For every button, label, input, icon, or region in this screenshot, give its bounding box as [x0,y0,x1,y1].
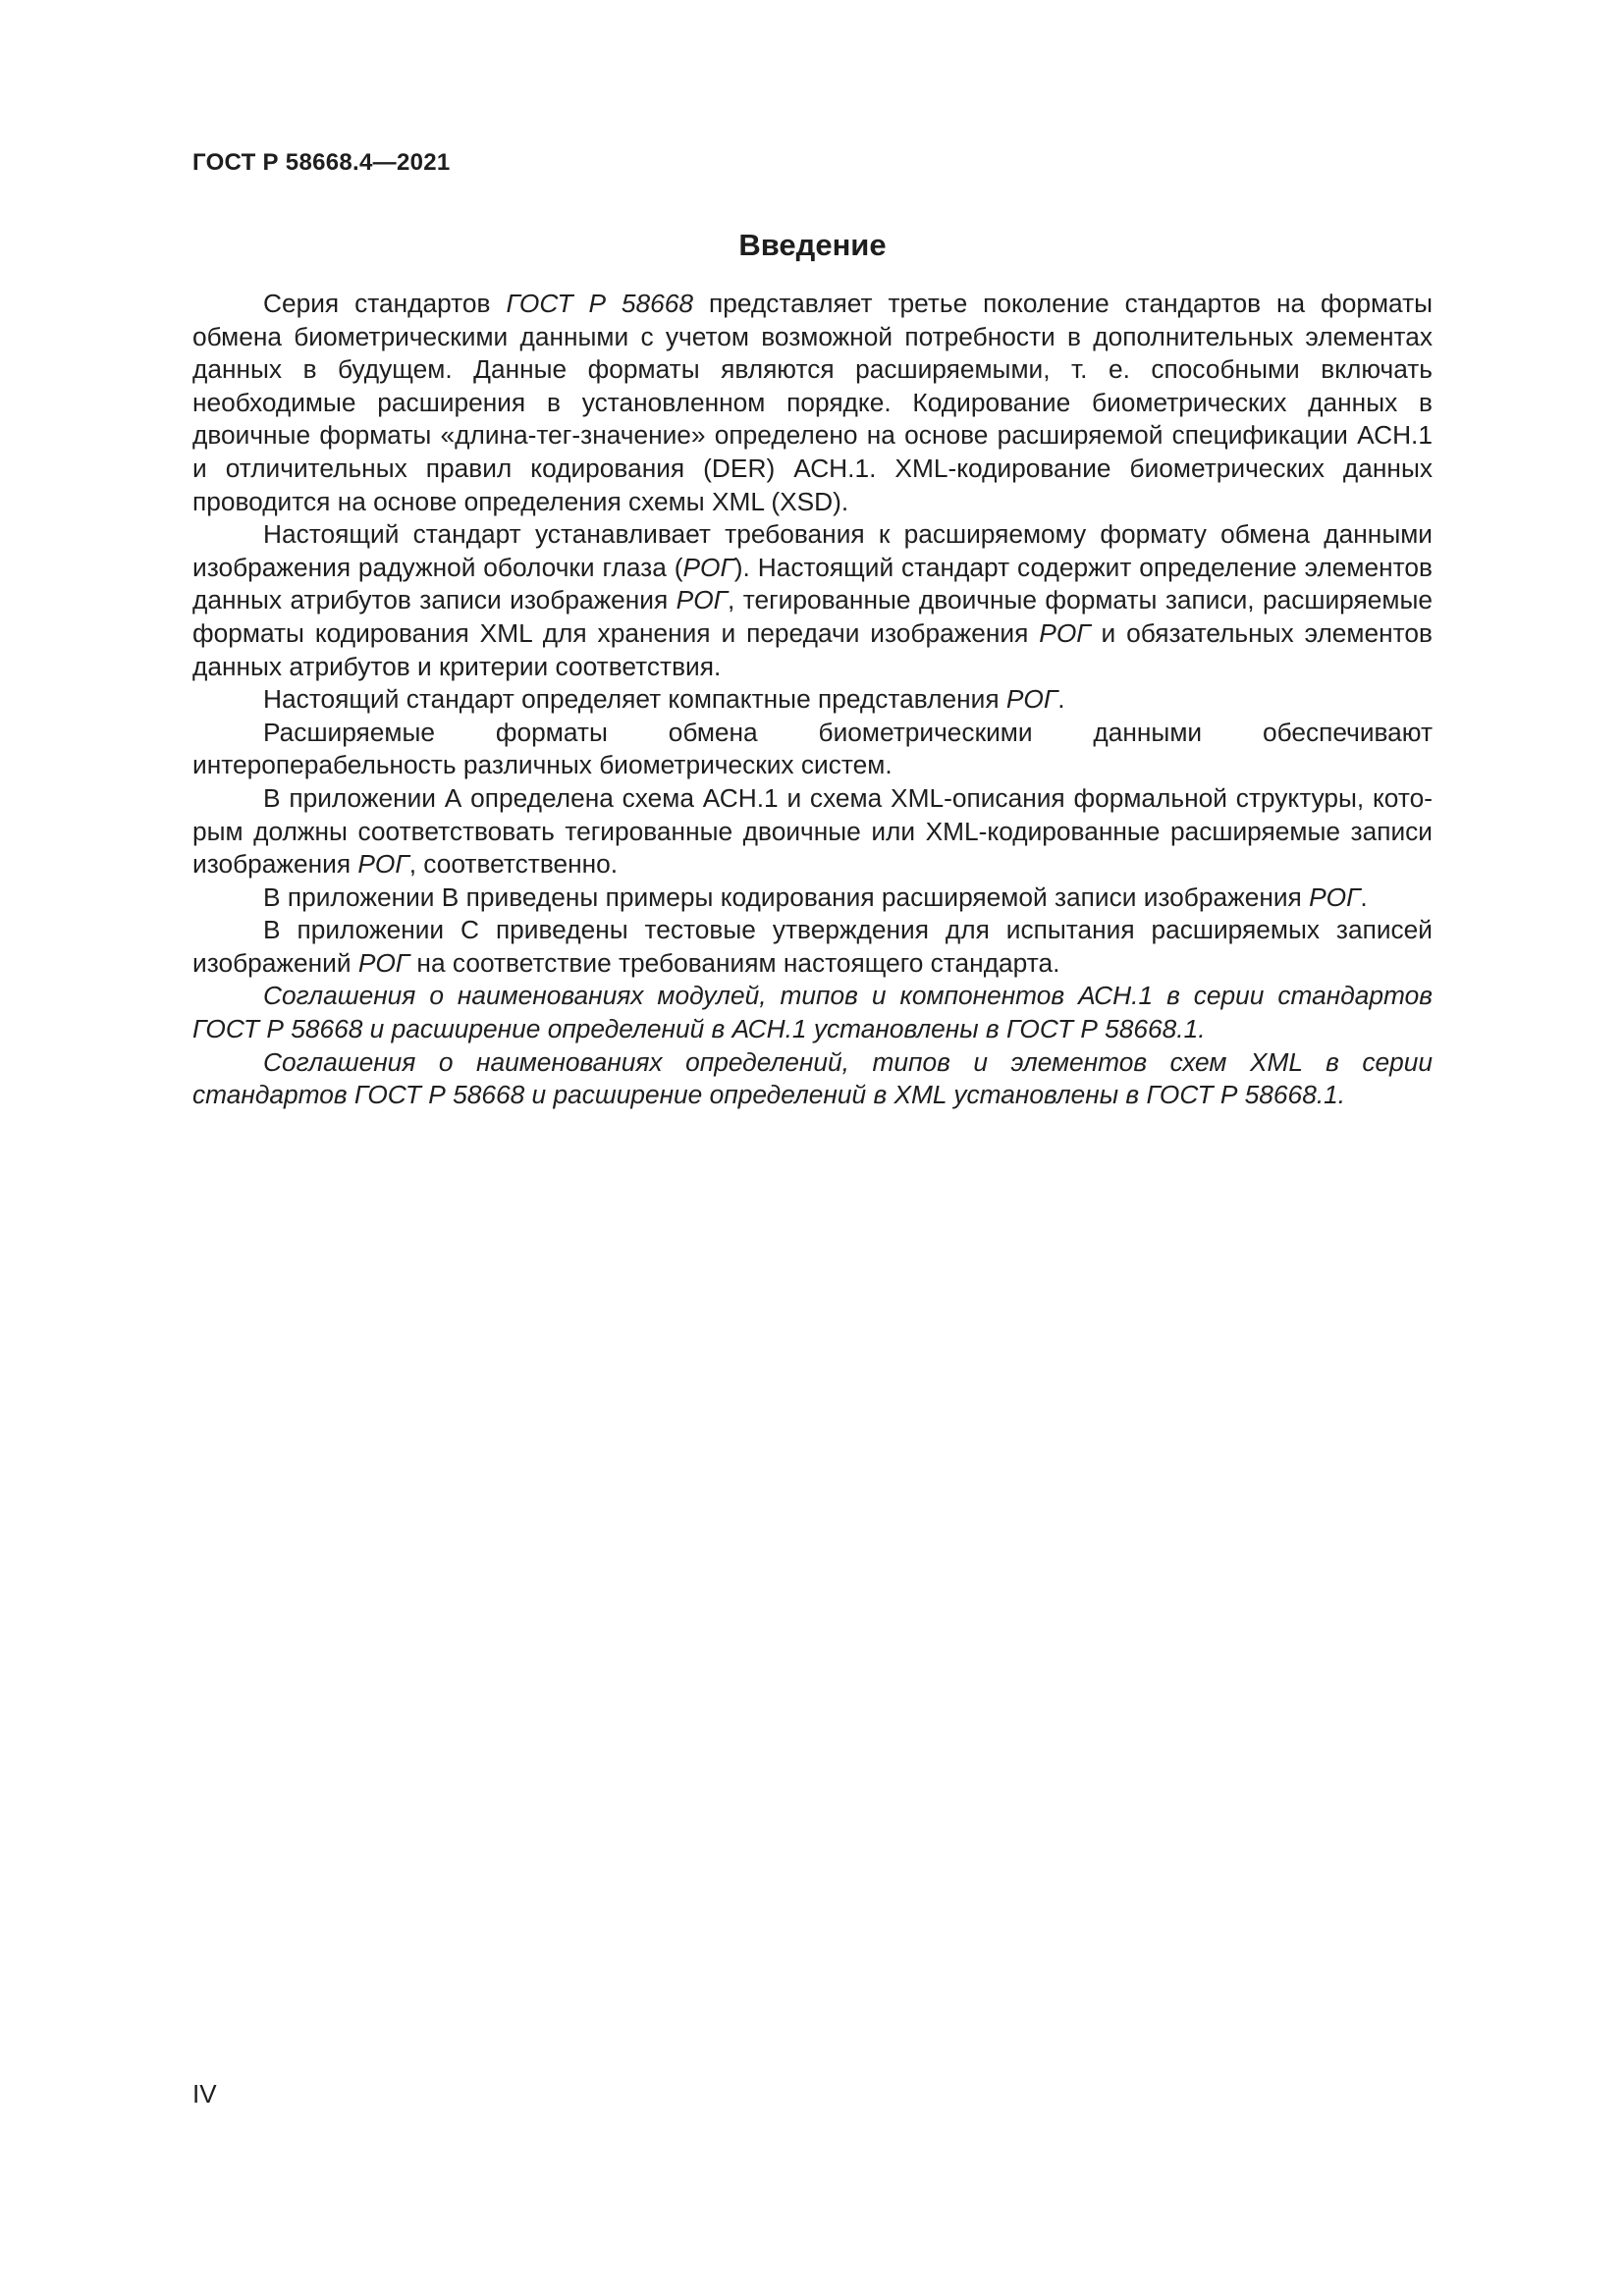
text-run: Настоящий стандарт определяет компактные представления [263,684,1006,715]
italic-run: РОГ [1005,684,1058,715]
text-run: и обязательных элементов данных атрибутов и критерии соответствия. [192,617,1433,681]
text-run: Расширяемые форматы обмена биометрическими данными обеспечивают интероперабельность различных биометрических систем. [192,717,1433,780]
paragraph-6 [192,881,1433,915]
paragraph-9 [192,1046,1433,1112]
italic-run: РОГ [357,947,410,978]
italic-run: РОГ [1309,881,1361,912]
section-title: Введение [738,228,887,262]
text-run: представляет третье поколение стандартов на форматы обмена биометрическими данными с учетом возможной потребности в дополнительных элементах данных в будущем. Данные форматы являются расширяемыми, т. е. способными включать необходимые расширения в установленном порядке. Кодирование биометрических данных в двоичные форматы «длина-тег-значение» определено на основе расширяемой спецификации АСН.1 и отличительных правил кодирования (DER) АСН.1. XML-кодирование биометрических данных проводится на основе определения схемы XML (XSD). [192,289,1434,516]
paragraph-3 [192,683,1433,717]
text-run: В приложении А определена схема АСН.1 и схема XML-описания формальной структуры, которым должны соответствовать тегированные двоичные или XML-кодированные расширяемые записи изображения [192,782,1433,880]
text-run: Соглашения о наименованиях определений, типов и элементов схем XML в серии стандартов ГОСТ Р 58668 и расширение определений в XML установлены в ГОСТ Р 58668.1. [192,1046,1433,1110]
text-run: В приложении С приведены тестовые утверждения для испытания расширяемых записей изображений [192,915,1433,978]
paragraph-8 [192,980,1433,1045]
text-run: . [1360,881,1368,912]
text-run: ). Настоящий стандарт содержит определение элементов данных атрибутов записи изображения [192,552,1433,615]
document-code: ГОСТ Р 58668.4—2021 [192,149,451,176]
text-run: , тегированные двоичные форматы записи, расширяемые форматы кодирования XML для хранения и передачи изображения [192,585,1433,648]
paragraph-2 [192,518,1433,683]
text-run: , соответственно. [408,849,619,880]
italic-run: РОГ [676,585,728,615]
text-run: Настоящий стандарт устанавливает требования к расширяемому формату обмена данными изображения радужной оболочки глаза ( [192,519,1433,582]
italic-run: ГОСТ Р 58668 [506,289,694,318]
paragraph-7 [192,914,1433,980]
page-number: IV [192,2079,217,2109]
introduction-body [192,288,1433,1112]
text-run: . [1057,684,1065,715]
italic-run: РОГ [357,849,409,880]
text-run: Соглашения о наименованиях модулей, типов и компонентов АСН.1 в серии стандартов ГОСТ Р 58668 и расширение определений в АСН.1 установлены в ГОСТ Р 58668.1. [192,981,1433,1044]
text-run: на соответствие требованиям настоящего стандарта. [409,947,1060,978]
italic-run: РОГ [682,552,734,582]
paragraph-5 [192,782,1433,881]
paragraph-1 [192,288,1433,518]
italic-run: РОГ [1039,617,1091,648]
text-run: В приложении В приведены примеры кодирования расширяемой записи изображения [263,881,1310,912]
text-run: Серия стандартов [263,289,507,318]
paragraph-4 [192,717,1433,782]
